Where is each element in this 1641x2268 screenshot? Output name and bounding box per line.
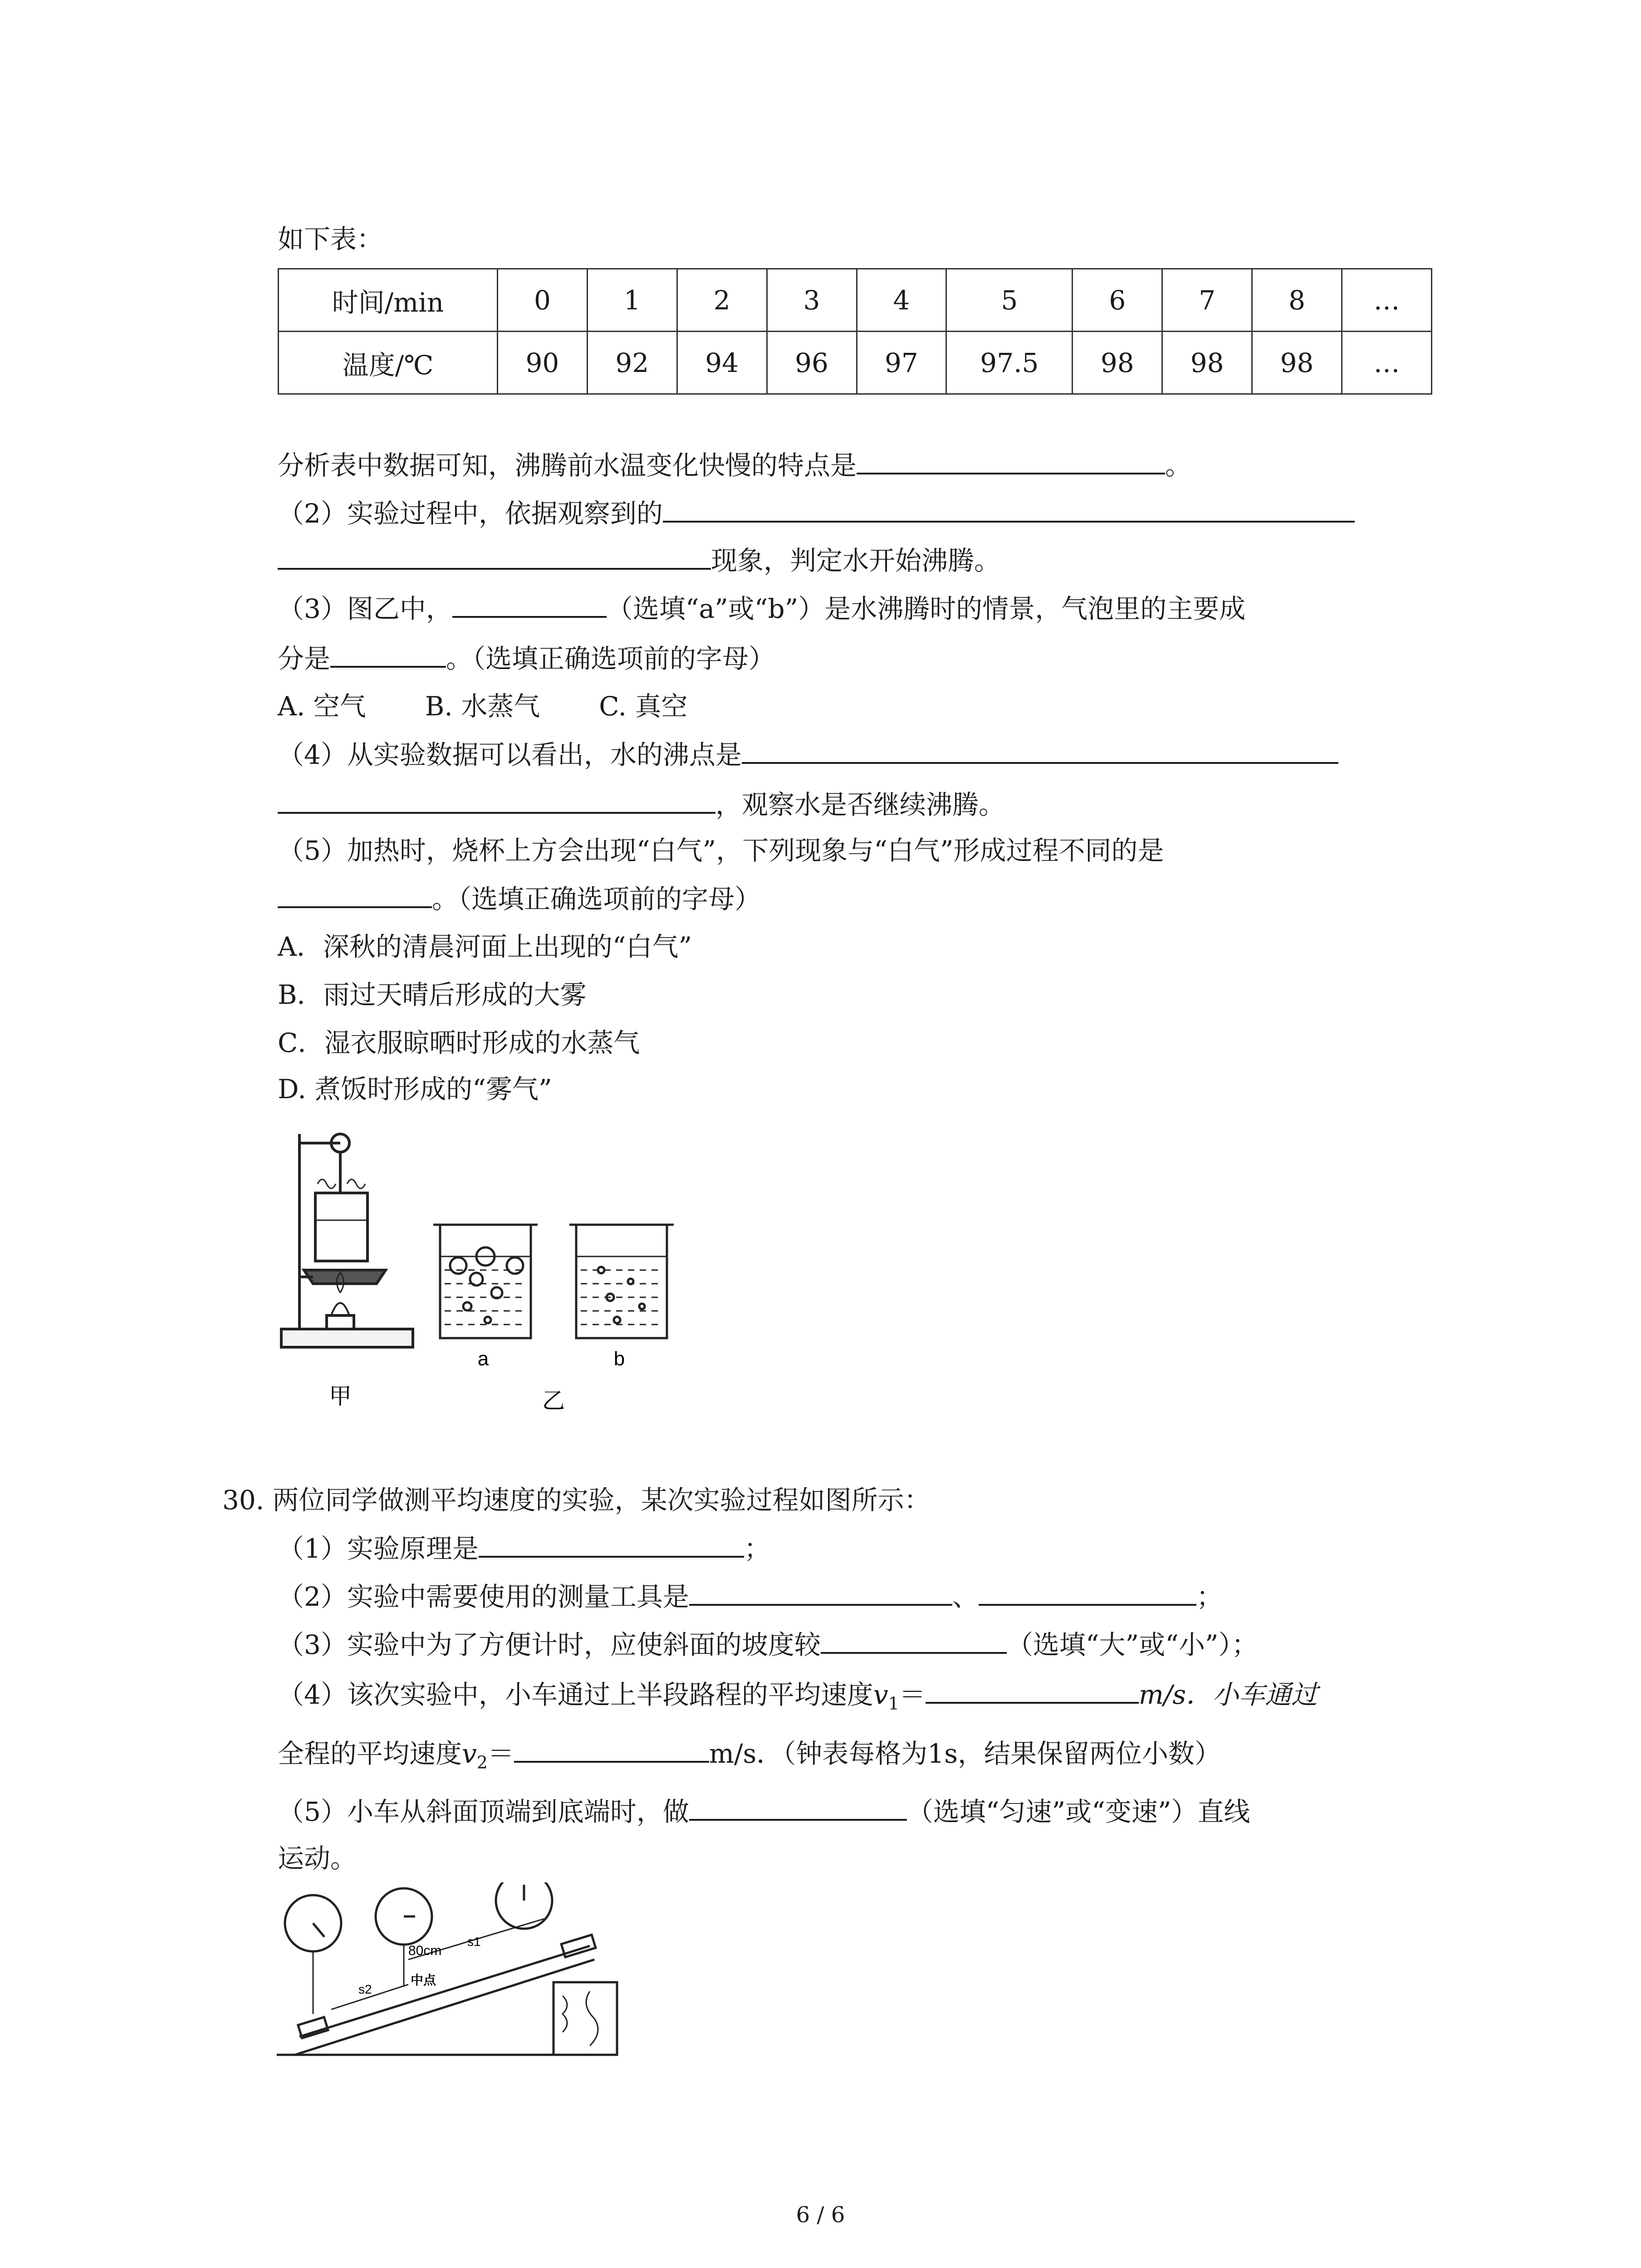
q29-part2-line1: （2）实验过程中，依据观察到的: [278, 497, 1355, 529]
table-row: [279, 332, 1432, 394]
answer-blank[interactable]: [479, 1532, 744, 1558]
table-cell: 98: [1252, 332, 1342, 394]
answer-blank[interactable]: [514, 1737, 709, 1763]
q29-part2-line2: 现象，判定水开始沸腾。: [278, 544, 1000, 577]
q29-option-a: A．深秋的清晨河面上出现的“白气”: [278, 931, 692, 962]
answer-blank[interactable]: [689, 1795, 907, 1821]
table-row: [279, 269, 1432, 332]
answer-blank[interactable]: [278, 883, 432, 908]
answer-blank[interactable]: [278, 788, 715, 814]
q29-option-b: B．雨过天晴后形成的大雾: [278, 979, 587, 1010]
table-cell: 1: [587, 269, 677, 332]
table-intro: 如下表：: [278, 224, 383, 254]
q30-title: 30. 两位同学做测平均速度的实验，某次实验过程如图所示：: [222, 1485, 931, 1515]
table-cell: 98: [1162, 332, 1252, 394]
analysis-line: 分析表中数据可知，沸腾前水温变化快慢的特点是 。: [278, 450, 1192, 481]
incline-figure: [277, 1882, 622, 2064]
q29-part3-options: A. 空气 B. 水蒸气 C. 真空: [278, 691, 688, 722]
table-cell: 7: [1162, 269, 1252, 332]
table-header-time: 时间/min: [279, 269, 498, 332]
answer-blank[interactable]: [278, 544, 711, 570]
table-cell: 92: [587, 332, 677, 394]
q30-part5-line1: （5）小车从斜面顶端到底端时，做 （选填“匀速”或“变速”）直线: [278, 1796, 1250, 1827]
answer-blank[interactable]: [452, 592, 607, 618]
table-cell: 6: [1073, 269, 1162, 332]
q29-option-c: C．湿衣服晾晒时形成的水蒸气: [278, 1027, 640, 1058]
q29-part4-line2: ，观察水是否继续沸腾。: [278, 788, 1005, 821]
answer-blank[interactable]: [742, 738, 1338, 764]
label-midpoint: 中点: [411, 1973, 436, 1987]
q29-part5-line2: 。（选填正确选项前的字母）: [278, 883, 761, 915]
boiling-apparatus-figure: [272, 1120, 726, 1420]
table-header-temp: 温度/℃: [279, 332, 498, 394]
page-number: 6 / 6: [796, 2202, 845, 2228]
table-cell: 96: [767, 332, 857, 394]
label-80cm: 80cm: [408, 1943, 442, 1958]
table-cell: 94: [677, 332, 767, 394]
label-b: b: [613, 1348, 625, 1370]
q30-part3: （3）实验中为了方便计时，应使斜面的坡度较 （选填“大”或“小”）；: [278, 1629, 1258, 1660]
answer-blank[interactable]: [979, 1580, 1196, 1606]
label-jia: 甲: [329, 1383, 352, 1409]
answer-blank[interactable]: [689, 1580, 952, 1606]
answer-blank[interactable]: [663, 497, 1355, 523]
q29-part5-line1: （5）加热时，烧杯上方会出现“白气”，下列现象与“白气”形成过程不同的是: [278, 835, 1164, 866]
label-s2: s2: [358, 1982, 372, 1996]
q30-part2: （2）实验中需要使用的测量工具是 、 ；: [278, 1581, 1223, 1612]
answer-blank[interactable]: [330, 642, 446, 668]
table-cell: 5: [946, 269, 1073, 332]
answer-blank[interactable]: [821, 1628, 1007, 1654]
label-a: a: [477, 1348, 489, 1370]
table-cell: 90: [498, 332, 588, 394]
label-yi: 乙: [542, 1388, 565, 1413]
table-cell: 97: [857, 332, 946, 394]
answer-blank[interactable]: [926, 1678, 1139, 1704]
answer-blank[interactable]: [857, 449, 1165, 474]
q29-part3-line1: （3）图乙中， （选填“a”或“b”）是水沸腾时的情景，气泡里的主要成: [278, 593, 1246, 624]
q29-option-d: D. 煮饭时形成的“雾气”: [278, 1074, 552, 1105]
table-cell: 98: [1073, 332, 1162, 394]
table-cell: 8: [1252, 269, 1342, 332]
table-cell: 4: [857, 269, 946, 332]
table-cell: 0: [498, 269, 588, 332]
q30-part1: （1）实验原理是 ；: [278, 1533, 770, 1564]
table-cell: 3: [767, 269, 857, 332]
q30-part5-line2: 运动。: [278, 1843, 357, 1874]
label-s1: s1: [467, 1935, 481, 1949]
q29-part3-line2: 分是 。（选填正确选项前的字母）: [278, 643, 775, 674]
temperature-table: [278, 268, 1432, 395]
table-cell: 97.5: [946, 332, 1073, 394]
q30-part4-line1: （4）该次实验中，小车通过上半段路程的平均速度$v_1= m/s$．小车通过: [278, 1679, 1318, 1714]
table-cell: 2: [677, 269, 767, 332]
table-cell: …: [1342, 269, 1432, 332]
table-cell: …: [1342, 332, 1432, 394]
q29-part4-line1: （4）从实验数据可以看出，水的沸点是: [278, 738, 1338, 771]
q30-part4-line2: 全程的平均速度$v_2= m/s$．（钟表每格为1s，结果保留两位小数）: [278, 1738, 1221, 1773]
